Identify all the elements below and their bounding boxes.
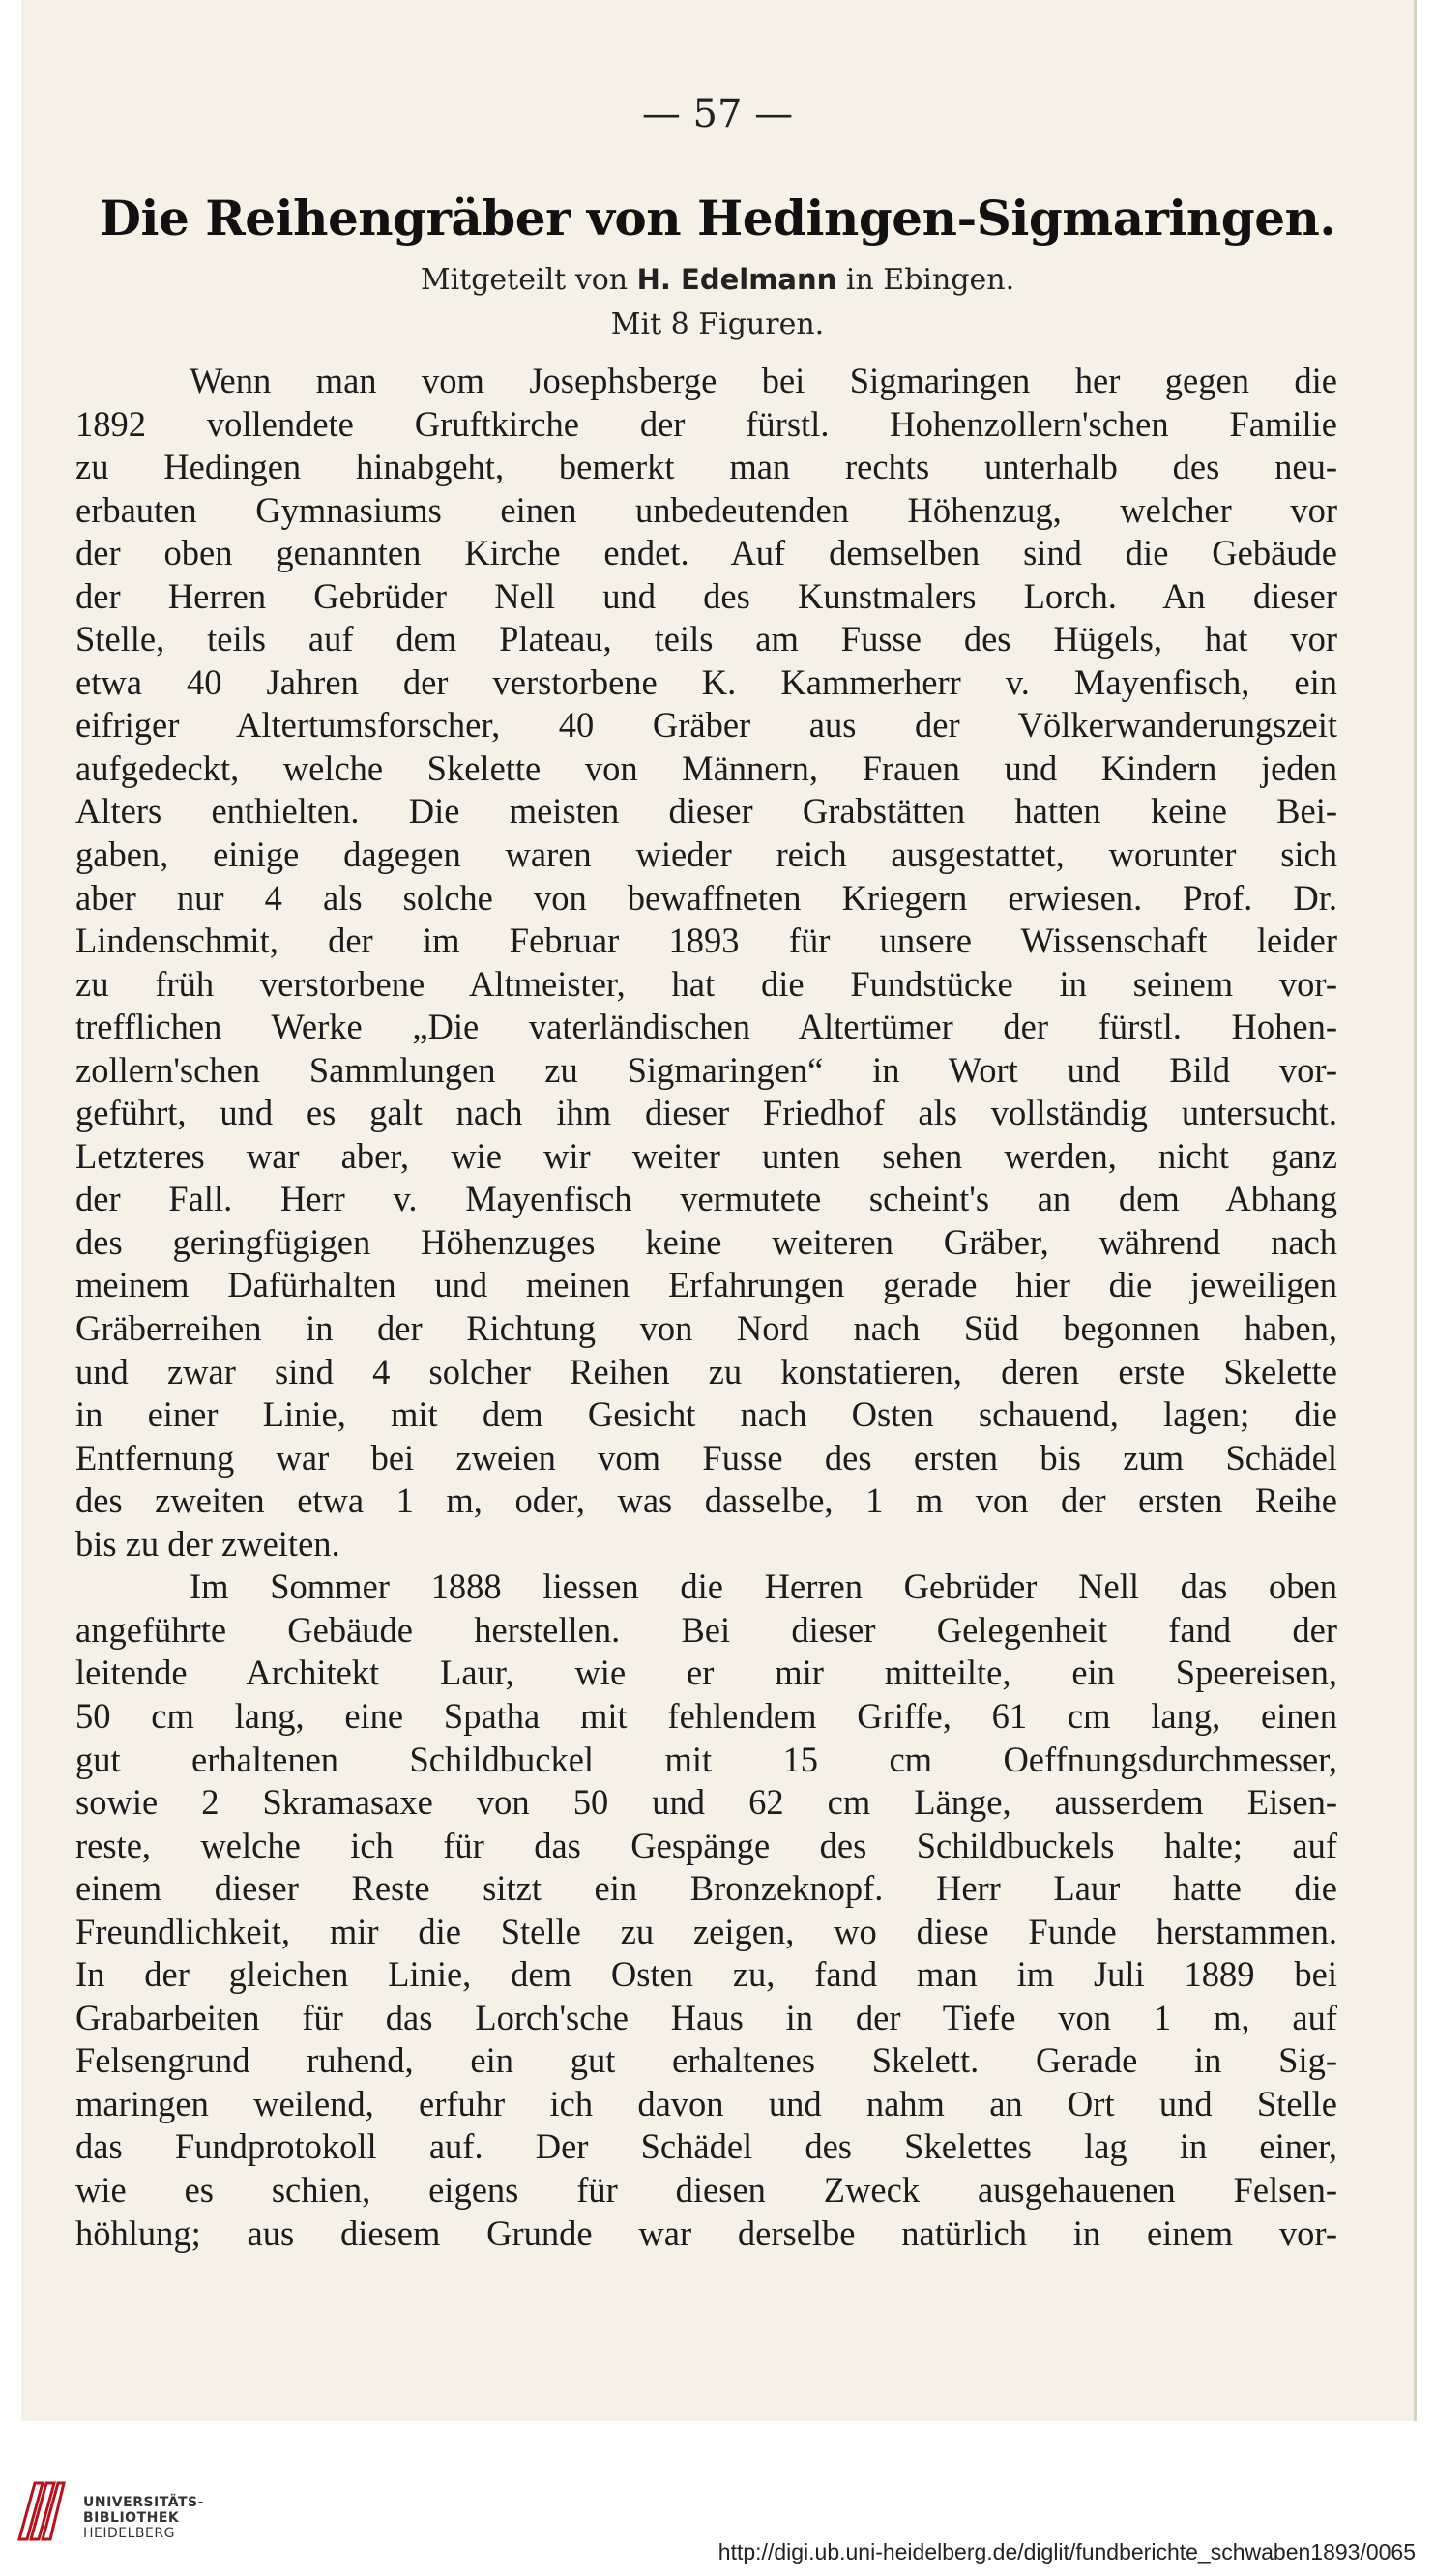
text-line: Grabarbeiten für das Lorch'sche Haus in der Tiefe von 1 m, auf <box>75 1997 1337 2037</box>
text-line: Im Sommer 1888 liessen die Herren Gebrüder Nell das oben <box>190 1566 1337 1607</box>
text-line: Wenn man vom Josephsberge bei Sigmaringen her gegen die <box>190 361 1337 400</box>
text-line: meinem Dafürhalten und meinen Erfahrungen gerade hier die jeweiligen <box>75 1265 1337 1305</box>
text-line: erbauten Gymnasiums einen unbedeutenden Höhenzug, welcher vor <box>75 489 1337 530</box>
text-line: der Fall. Herr v. Mayenfisch vermutete scheint's an dem Abhang <box>75 1179 1337 1219</box>
byline-suffix: in Ebingen. <box>845 263 1015 297</box>
library-name-line: HEIDELBERG <box>83 2526 175 2541</box>
text-line: Letzteres war aber, wie wir weiter unten sehen werden, nicht ganz <box>75 1135 1337 1176</box>
text-line: des geringfügigen Höhenzuges keine weiteren Gräber, während nach <box>75 1221 1337 1262</box>
page-number: — 57 — <box>641 92 794 136</box>
text-line: das Fundprotokoll auf. Der Schädel des Skelettes lag in einer, <box>75 2126 1337 2167</box>
text-line: des zweiten etwa 1 m, oder, was dasselbe, 1 m von der ersten Reihe <box>75 1480 1337 1521</box>
text-line: eifriger Altertumsforscher, 40 Gräber aus der Völkerwanderungszeit <box>75 705 1337 746</box>
text-line: bis zu der zweiten. <box>75 1523 340 1564</box>
text-line: Freundlichkeit, mir die Stelle zu zeigen, wo diese Funde herstammen. <box>75 1911 1337 1951</box>
text-line: In der gleichen Linie, dem Osten zu, fand man im Juli 1889 bei <box>75 1954 1337 1995</box>
text-line: zu früh verstorbene Altmeister, hat die Fundstücke in seinem vor- <box>75 963 1337 1004</box>
text-line: wie es schien, eigens für diesen Zweck ausgehauenen Felsen- <box>75 2169 1337 2210</box>
text-line: höhlung; aus diesem Grunde war derselbe natürlich in einem vor- <box>75 2212 1337 2253</box>
figures-note: Mit 8 Figuren. <box>610 307 825 341</box>
text-line: trefflichen Werke „Die vaterländischen Altertümer der fürstl. Hohen- <box>75 1007 1337 1047</box>
library-name-line: BIBLIOTHEK <box>83 2510 180 2526</box>
text-line: und zwar sind 4 solcher Reihen zu konstatieren, deren erste Skelette <box>75 1351 1337 1391</box>
permalink-url[interactable]: http://digi.ub.uni-heidelberg.de/diglit/fundberichte_schwaben1893/0065 <box>718 2539 1416 2564</box>
text-line: leitende Architekt Laur, wie er mir mitteilte, ein Speereisen, <box>75 1653 1337 1693</box>
byline-prefix: Mitgeteilt von <box>420 263 629 297</box>
text-line: etwa 40 Jahren der verstorbene K. Kammerherr v. Mayenfisch, ein <box>75 661 1337 702</box>
text-line: geführt, und es galt nach ihm dieser Friedhof als vollständig untersucht. <box>75 1093 1337 1133</box>
text-line: Alters enthielten. Die meisten dieser Grabstätten hatten keine Bei- <box>75 791 1337 832</box>
text-line: Gräberreihen in der Richtung von Nord nach Süd begonnen haben, <box>75 1308 1337 1349</box>
text-line: reste, welche ich für das Gespänge des Schildbuckels halte; auf <box>75 1825 1337 1865</box>
text-line: Felsengrund ruhend, ein gut erhaltenes Skelett. Gerade in Sig- <box>75 2040 1337 2081</box>
text-line: in einer Linie, mit dem Gesicht nach Osten schauend, lagen; die <box>75 1394 1337 1435</box>
text-line: der Herren Gebrüder Nell und des Kunstmalers Lorch. An dieser <box>75 575 1337 616</box>
library-name-line: UNIVERSITÄTS- <box>83 2495 204 2510</box>
text-line: gaben, einige dagegen waren wieder reich ausgestattet, worunter sich <box>75 834 1337 875</box>
text-line: maringen weilend, erfuhr ich davon und nahm an Ort und Stelle <box>75 2083 1337 2123</box>
text-line: gut erhaltenen Schildbuckel mit 15 cm Oeffnungsdurchmesser, <box>75 1739 1337 1779</box>
text-line: zu Hedingen hinabgeht, bemerkt man rechts unterhalb des neu- <box>75 447 1337 487</box>
university-library-logo-icon <box>14 2475 68 2545</box>
byline-author: H. Edelmann <box>636 263 837 296</box>
text-line: sowie 2 Skramasaxe von 50 und 62 cm Länge, ausserdem Eisen- <box>75 1782 1337 1823</box>
text-line: aber nur 4 als solche von bewaffneten Kriegern erwiesen. Prof. Dr. <box>75 877 1337 918</box>
text-line: 50 cm lang, eine Spatha mit fehlendem Griffe, 61 cm lang, einen <box>75 1695 1337 1736</box>
text-line: 1892 vollendete Gruftkirche der fürstl. Hohenzollern'schen Familie <box>75 403 1337 444</box>
text-line: angeführte Gebäude herstellen. Bei dieser Gelegenheit fand der <box>75 1609 1337 1650</box>
text-line: aufgedeckt, welche Skelette von Männern, Frauen und Kindern jeden <box>75 747 1337 788</box>
text-line: Entfernung war bei zweien vom Fusse des ersten bis zum Schädel <box>75 1437 1337 1478</box>
text-line: Stelle, teils auf dem Plateau, teils am Fusse des Hügels, hat vor <box>75 619 1337 659</box>
text-line: der oben genannten Kirche endet. Auf demselben sind die Gebäude <box>75 533 1337 573</box>
library-name <box>83 2495 204 2541</box>
article-body <box>75 360 1337 2255</box>
byline <box>0 263 1435 297</box>
article-title: Die Reihengräber von Hedingen-Sigmaringen. <box>99 190 1336 247</box>
text-line: einem dieser Reste sitzt ein Bronzeknopf. Herr Laur hatte die <box>75 1868 1337 1909</box>
text-line: zollern'schen Sammlungen zu Sigmaringen“ in Wort und Bild vor- <box>75 1049 1337 1090</box>
text-line: Lindenschmit, der im Februar 1893 für unsere Wissenschaft leider <box>75 921 1337 961</box>
